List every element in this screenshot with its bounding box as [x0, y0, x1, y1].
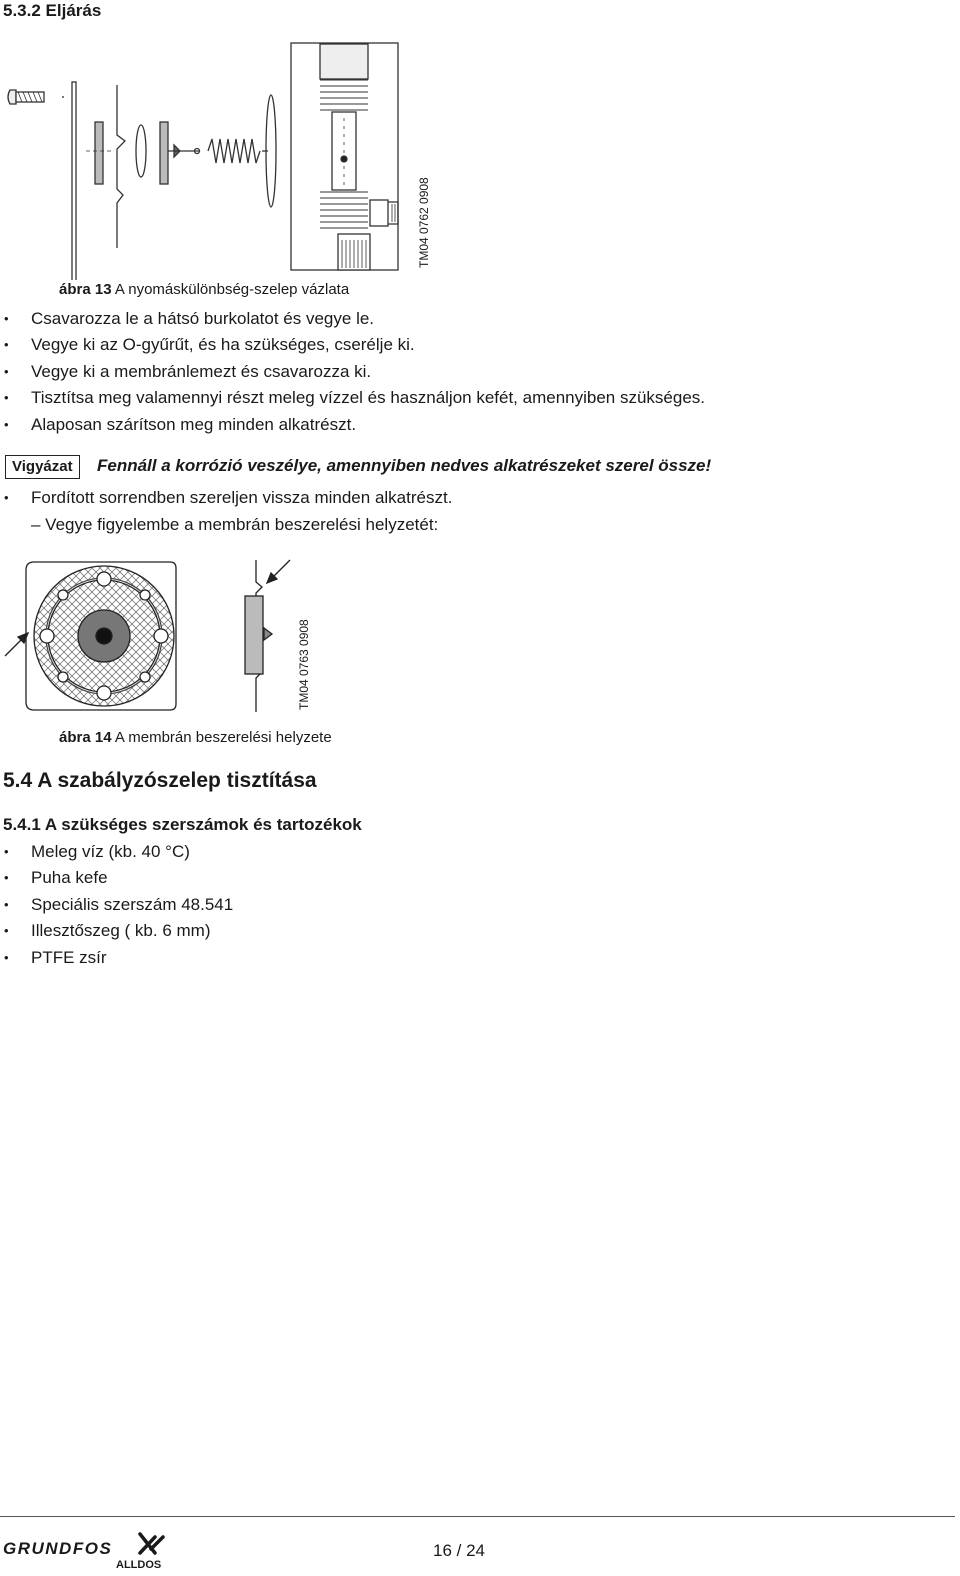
list-item: • Tisztítsa meg valamennyi részt meleg vízzel és használjon kefét, amennyiben szükséges. [0, 385, 705, 411]
figure-14-label: ábra 14 [59, 729, 112, 746]
list-item: • PTFE zsír [0, 945, 233, 971]
grundfos-logo [3, 1529, 168, 1571]
list-item: • Illesztőszeg ( kb. 6 mm) [0, 918, 233, 944]
list-item: • Meleg víz (kb. 40 °C) [0, 839, 233, 865]
list-item: • Fordított sorrendben szereljen vissza minden alkatrészt. [0, 485, 452, 511]
tools-list [0, 839, 233, 971]
warning-text: Fennáll a korrózió veszélye, amennyiben nedves alkatrészeket szerel össze! [97, 456, 712, 475]
figure-13-caption [59, 281, 349, 298]
note-text: – Vegye figyelembe a membrán beszerelési helyzetét: [31, 515, 439, 534]
list-item: • Speciális szerszám 48.541 [0, 892, 233, 918]
figure-14-drawing [0, 556, 320, 716]
section-5-4-heading: 5.4 A szabályzószelep tisztítása [3, 769, 317, 792]
figure-13-label: ábra 13 [59, 281, 112, 298]
steps-list [0, 306, 705, 438]
list-item: • Vegye ki az O-gyűrűt, és ha szükséges, cserélje ki. [0, 332, 705, 358]
list-item: • Alaposan szárítson meg minden alkatrészt. [0, 412, 705, 438]
grundfos-logo-mark [3, 1529, 168, 1571]
list-item: • Puha kefe [0, 865, 233, 891]
figure-14-code: TM04 0763 0908 [297, 619, 311, 710]
figure-13-text: A nyomáskülönbség-szelep vázlata [114, 281, 350, 298]
figure-13-code: TM04 0762 0908 [417, 177, 431, 268]
warning-label: Vigyázat [5, 455, 80, 479]
figure-14-caption [59, 729, 332, 746]
figure-14-text: A membrán beszerelési helyzete [114, 729, 332, 746]
logo-brand: GRUNDFOS [3, 1539, 113, 1558]
page-number: 16 / 24 [433, 1541, 485, 1560]
footer-divider [0, 1516, 955, 1517]
logo-sub-brand: ALLDOS [116, 1559, 162, 1571]
section-heading: 5.3.2 Eljárás [3, 1, 102, 20]
reassemble-list [0, 485, 452, 511]
section-5-4-1-heading: 5.4.1 A szükséges szerszámok és tartozékok [3, 815, 362, 834]
list-item: • Csavarozza le a hátsó burkolatot és vegye le. [0, 306, 705, 332]
list-item: • Vegye ki a membránlemezt és csavarozza ki. [0, 359, 705, 385]
figure-13-drawing [0, 40, 440, 280]
